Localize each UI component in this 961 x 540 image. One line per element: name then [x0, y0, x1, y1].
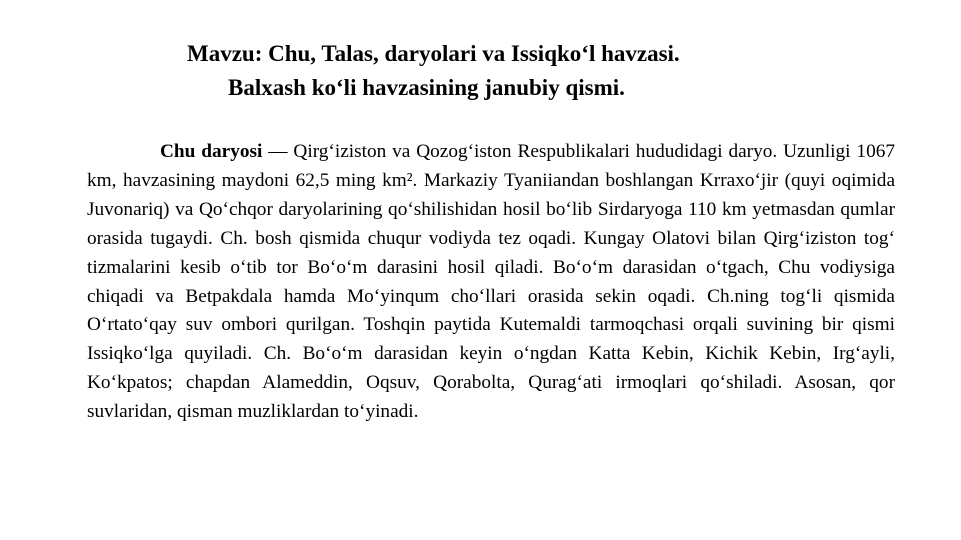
- body-paragraph: [87, 138, 895, 427]
- paragraph-term: Chu daryosi: [160, 141, 263, 162]
- paragraph-text: — Qirg‘iziston va Qozog‘iston Respublikalari hududidagi daryo. Uzunligi 1067 km, havzasining maydoni 62,5 ming km². Markaziy Tyaniiandan boshlangan Krraxo‘jir (quyi oqimida Juvonariq) va Qo‘chqor daryolarining qo‘shilishidan hosil bo‘lib Sirdaryoga 110 km yetmasdan qumlar orasida tugaydi. Ch. bosh qismida chuqur vodiyda tez oqadi. Kungay Olatovi bilan Qirg‘iziston tog‘ tizmalarini kesib o‘tib tor Bo‘o‘m darasini hosil qiladi. Bo‘o‘m darasidan o‘tgach, Chu vodiysiga chiqadi va Betpakdala hamda Mo‘yinqum cho‘llari orasida sekin oqadi. Ch.ning tog‘li qismida O‘rtato‘qay suv ombori qurilgan. Toshqin paytida Kutemaldi tarmoqchasi orqali suvining bir qismi Issiqko‘lga quyiladi. Ch. Bo‘o‘m darasidan keyin o‘ngdan Katta Kebin, Kichik Kebin, Irg‘ayli, Ko‘kpatos; chapdan Alameddin, Oqsuv, Qorabolta, Qurag‘ati irmoqlari qo‘shiladi. Asosan, qor suvlaridan, qisman muzliklardan to‘yinadi.: [87, 141, 895, 423]
- slide-title-line-1: Mavzu: Chu, Talas, daryolari va Issiqko‘l havzasi.: [187, 41, 680, 66]
- slide-title-line-2: Balxash ko‘li havzasining janubiy qismi.: [228, 75, 625, 100]
